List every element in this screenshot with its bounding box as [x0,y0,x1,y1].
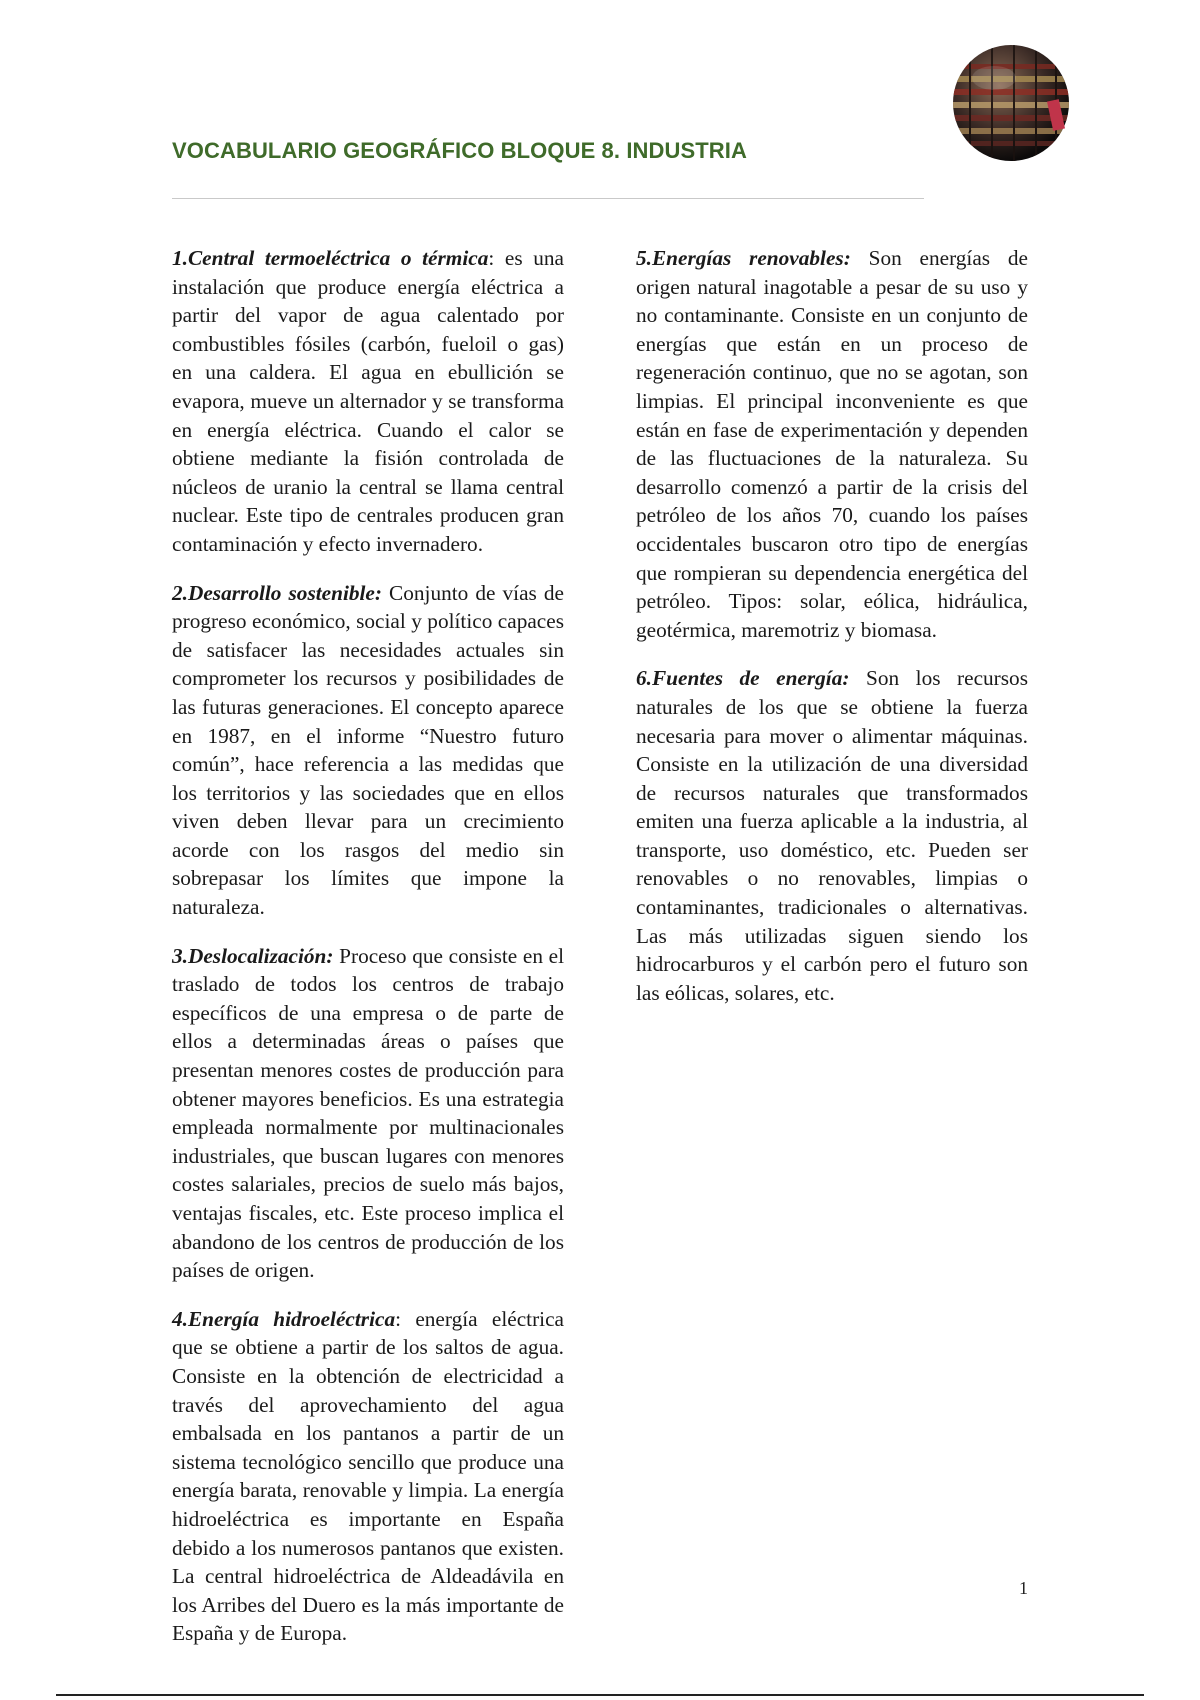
entry-term: 2.Desarrollo sostenible: [172,580,382,605]
entry-term: 5.Energías renovables: [636,246,851,270]
entry-definition: Son los recursos naturales de los que se obtiene la fuerza necesaria para mover o alimentar máquinas. Consiste en la utilización de una diversidad de recursos naturales que transformados emiten una fuerza aplicable a la industria, al transporte, uso doméstico, etc. Pueden ser renovables o no renovables, limpias o contaminantes, tradicionales o alternativas. Las más utilizadas siguen siendo los hidrocarburos y el carbón pero el futuro son las eólicas, solares, etc. [636,666,1028,1005]
entry-separator: : [488,246,505,270]
left-column [172,244,564,1668]
entry-term: 6.Fuentes de energía: [636,666,850,691]
entry-separator [849,666,866,690]
entry-separator [382,581,389,605]
header-divider [172,198,924,199]
glossary-entry [172,244,564,559]
entry-definition: Proceso que consiste en el traslado de todos los centros de trabajo específicos de una empresa o de parte de ellos a determinadas áreas o países que presentan menores costes de producción para obtener mayores beneficios. Es una estrategia empleada normalmente por multinacionales industriales, que buscan lugares con menores costes salariales, precios de suelo más bajos, ventajas fiscales, etc. Este proceso implica el abandono de los centros de producción de los países de origen. [172,943,564,1283]
right-column [636,244,1028,1027]
entry-term: 4.Energía hidroeléctrica [172,1306,396,1331]
footer-divider [56,1694,1144,1696]
entry-definition: energía eléctrica que se obtiene a partir de los saltos de agua. Consiste en la obtención de electricidad a través del aprovechamiento del agua embalsada en los pantanos a partir de un sistema tecnológico sencillo que produce una energía barata, renovable y limpia. La energía hidroeléctrica es importante en España debido a los numerosos pantanos que existen. La central hidroeléctrica de Aldeadávila en los Arribes del Duero es la más importante de España y de Europa. [172,1306,564,1646]
entry-separator: : [395,1306,416,1331]
entry-term: 1.Central termoeléctrica o térmica [172,246,489,270]
entry-separator [851,246,869,270]
glossary-entry [636,664,1028,1007]
glossary-entry [172,1305,564,1648]
entry-term: 3.Deslocalización: [172,943,334,968]
glossary-entry [636,244,1028,644]
document-title: VOCABULARIO GEOGRÁFICO BLOQUE 8. INDUSTRIA [172,138,747,163]
entry-definition: es una instalación que produce energía eléctrica a partir del vapor de agua calentado por combustibles fósiles (carbón, fueloil o gas) en una caldera. El agua en ebullición se evapora, mueve un alternador y se transforma en energía eléctrica. Cuando el calor se obtiene mediante la fisión controlada de núcleos de uranio la central se llama central nuclear. Este tipo de centrales producen gran contaminación y efecto invernadero. [172,246,564,556]
glossary-entry [172,579,564,922]
entry-definition: Son energías de origen natural inagotable a pesar de su uso y no contaminante. Consiste en un conjunto de energías que están en un proceso de regeneración continuo, que no se agotan, son limpias. El principal inconveniente es que están en fase de experimentación y dependen de las fluctuaciones de la naturaleza. Su desarrollo comenzó a partir de la crisis del petróleo de los años 70, cuando los países occidentales buscaron otro tipo de energías que rompieran su dependencia energética del petróleo. Tipos: solar, eólica, hidráulica, geotérmica, maremotriz y biomasa. [636,246,1028,642]
entry-definition: Conjunto de vías de progreso económico, social y político capaces de satisfacer las necesidades actuales sin comprometer los recursos y posibilidades de las futuras generaciones. El concepto aparece en 1987, en el informe “Nuestro futuro común”, hace referencia a las medidas que los territorios y las sociedades que en ellos viven deben llevar para un crecimiento acorde con los rasgos del medio sin sobrepasar los límites que impone la naturaleza. [172,580,564,920]
glossary-entry [172,942,564,1285]
page-number: 1 [1019,1578,1028,1598]
globe-library-icon [950,42,1072,164]
